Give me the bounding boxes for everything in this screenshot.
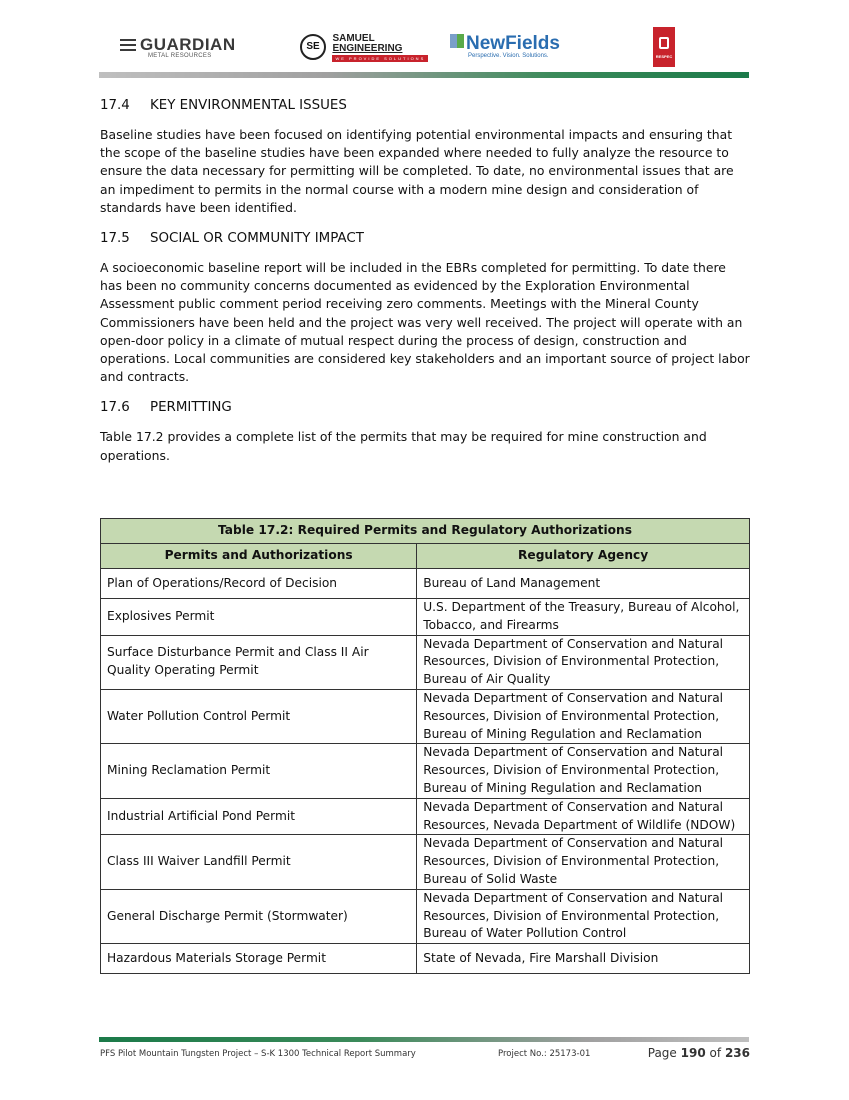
se-circle-icon: SE (300, 34, 326, 60)
table-row: Mining Reclamation Permit Nevada Department of Conservation and Natural Resources, Division of Environmental Protection, Bureau of Mining Regulation and Reclamation (101, 744, 750, 798)
table-row: Water Pollution Control Permit Nevada Department of Conservation and Natural Resources, Division of Environmental Protection, Bureau of Mining Regulation and Reclamation (101, 689, 750, 743)
table-row: Plan of Operations/Record of Decision Bureau of Land Management (101, 569, 750, 599)
header-logos (100, 30, 750, 70)
section-paragraph: Baseline studies have been focused on identifying potential environmental impacts and ensuring that the scope of the baseline studies have been expanded where needed to fully analyze the resource to ensure the data necessary for permitting will be completed. To date, no environmental issues that are an impediment to permits in the normal course with a modern mine design and consideration of standards have been identified. (100, 127, 734, 215)
respec-mark-icon (659, 37, 669, 49)
page-number: Page 190 of 236 (647, 1046, 750, 1060)
samuel-line2: ENGINEERING (332, 43, 403, 54)
footer-report-title: PFS Pilot Mountain Tungsten Project – S-K 1300 Technical Report Summary (100, 1049, 416, 1059)
guardian-subtitle: METAL RESOURCES (148, 53, 212, 59)
newfields-square-icon (450, 34, 464, 48)
section-heading: 17.5 SOCIAL OR COMMUNITY IMPACT (100, 231, 364, 247)
page-body (100, 96, 750, 465)
column-header-agency: Regulatory Agency (417, 544, 750, 569)
guardian-name: GUARDIAN (140, 35, 236, 54)
samuel-line1: SAMUEL (332, 33, 375, 44)
table-row: Class III Waiver Landfill Permit Nevada Department of Conservation and Natural Resources, Division of Environmental Protection, Bureau of Solid Waste (101, 835, 750, 889)
table-row: Industrial Artificial Pond Permit Nevada Department of Conservation and Natural Resources, Nevada Department of Wildlife (NDOW) (101, 798, 750, 835)
guardian-bars-icon (120, 39, 136, 51)
table-row: Surface Disturbance Permit and Class II Air Quality Operating Permit Nevada Department of Conservation and Natural Resources, Division of Environmental Protection, Bureau of Air Quality (101, 635, 750, 689)
samuel-tagline: WE PROVIDE SOLUTIONS (332, 55, 428, 62)
section-paragraph: A socioeconomic baseline report will be included in the EBRs completed for permitting. To date there has been no community concerns documented as evidenced by the Exploration Environmental Assessment public comment period receiving zero comments. Meetings with the Mineral County Commissioners have been held and the project was very well received. The project will operate with an open-door policy in a climate of mutual respect during the process of design, construction and operations. Local communities are considered key stakeholders and an important source of project labor and contracts. (100, 260, 750, 385)
column-header-permits: Permits and Authorizations (101, 544, 417, 569)
section-heading: 17.4 KEY ENVIRONMENTAL ISSUES (100, 98, 347, 113)
section-heading: 17.6 PERMITTING (100, 400, 232, 416)
newfields-tagline: Perspective. Vision. Solutions. (468, 53, 549, 59)
respec-name: RESPEC (655, 54, 673, 59)
guardian-logo (120, 35, 236, 59)
newfields-name: NewFields (466, 33, 560, 54)
permits-table (100, 518, 750, 974)
table-caption: Table 17.2: Required Permits and Regulatory Authorizations (101, 519, 750, 544)
page-footer (100, 1047, 750, 1063)
footer-project-number: Project No.: 25173-01 (498, 1049, 591, 1059)
section-paragraph: Table 17.2 provides a complete list of the permits that may be required for mine construction and operations. (100, 429, 707, 463)
table-row: Explosives Permit U.S. Department of the Treasury, Bureau of Alcohol, Tobacco, and Firearms (101, 599, 750, 636)
newfields-logo (450, 33, 560, 59)
table-row: Hazardous Materials Storage Permit State of Nevada, Fire Marshall Division (101, 944, 750, 974)
table-row: General Discharge Permit (Stormwater) Nevada Department of Conservation and Natural Resources, Division of Environmental Protection, Bureau of Water Pollution Control (101, 889, 750, 943)
respec-logo (653, 27, 675, 67)
footer-divider (99, 1037, 749, 1042)
header-divider (99, 72, 749, 78)
samuel-engineering-logo (300, 34, 428, 62)
